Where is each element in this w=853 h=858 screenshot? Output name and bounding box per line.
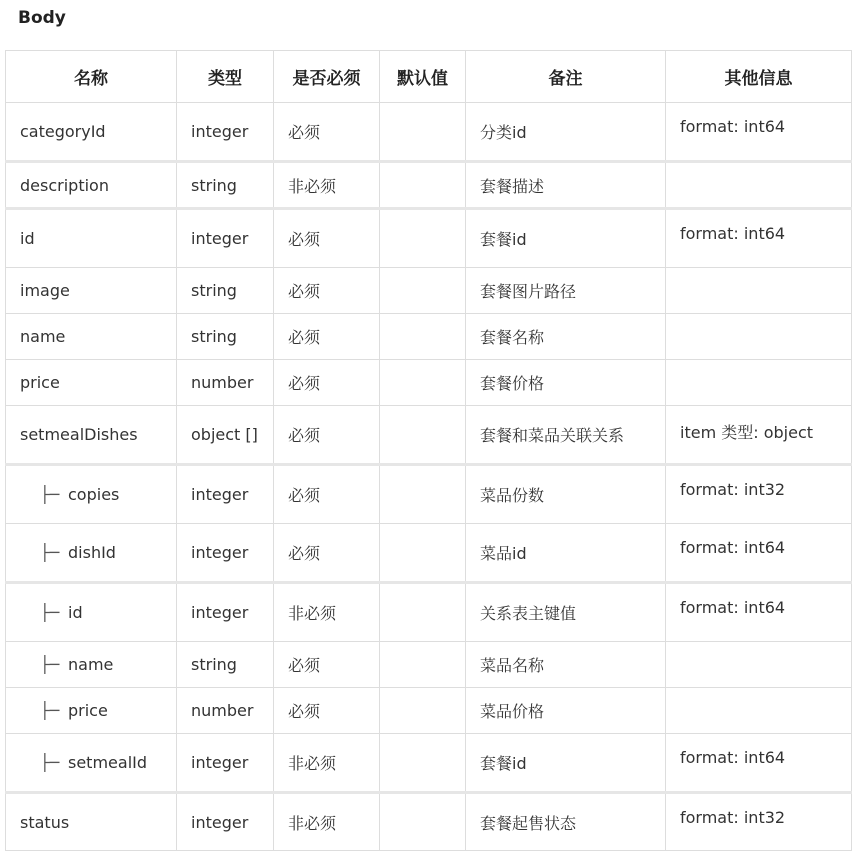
param-name: price [68,701,108,720]
cell-name [6,314,177,360]
cell-name [6,793,177,851]
cell-default [380,360,466,406]
cell-name [6,465,177,524]
cell-extra: format: int32 [666,465,852,524]
param-name: setmealId [68,753,148,772]
col-header-name: 名称 [6,51,177,103]
table-row [6,688,852,734]
cell-note: 关系表主键值 [466,583,666,642]
cell-extra: format: int64 [666,583,852,642]
cell-name [6,734,177,793]
cell-default [380,642,466,688]
table-row [6,103,852,162]
header-row [6,51,852,103]
cell-default [380,162,466,209]
param-name: price [20,373,60,392]
cell-extra [666,360,852,406]
cell-extra [666,642,852,688]
cell-type: integer [177,209,274,268]
param-name: copies [68,485,120,504]
param-name: id [68,603,83,622]
cell-note: 套餐名称 [466,314,666,360]
cell-extra: format: int64 [666,524,852,583]
cell-note: 套餐价格 [466,360,666,406]
cell-note: 套餐描述 [466,162,666,209]
param-name: setmealDishes [20,425,138,444]
cell-required: 必须 [274,268,380,314]
table-row [6,162,852,209]
tree-prefix: ├─ [40,701,60,720]
cell-required: 必须 [274,524,380,583]
cell-required: 非必须 [274,734,380,793]
cell-required: 非必须 [274,162,380,209]
cell-type: integer [177,734,274,793]
col-header-note: 备注 [466,51,666,103]
cell-type: string [177,314,274,360]
cell-name [6,642,177,688]
table-row [6,524,852,583]
cell-default [380,406,466,465]
cell-default [380,583,466,642]
cell-type: integer [177,465,274,524]
cell-name [6,268,177,314]
table-row [6,209,852,268]
col-header-type: 类型 [177,51,274,103]
tree-prefix: ├─ [40,485,60,504]
cell-required: 必须 [274,642,380,688]
cell-note: 套餐id [466,734,666,793]
cell-type: integer [177,103,274,162]
cell-name [6,360,177,406]
cell-default [380,314,466,360]
cell-type: object [] [177,406,274,465]
cell-required: 非必须 [274,583,380,642]
table-row [6,793,852,851]
col-header-default: 默认值 [380,51,466,103]
col-header-extra: 其他信息 [666,51,852,103]
section-title: Body [18,8,66,28]
cell-extra [666,268,852,314]
param-name: id [20,229,35,248]
table-row [6,314,852,360]
cell-note: 菜品名称 [466,642,666,688]
cell-required: 必须 [274,465,380,524]
tree-prefix: ├─ [40,543,60,562]
cell-required: 必须 [274,314,380,360]
params-table [5,50,852,851]
cell-type: string [177,268,274,314]
param-name: description [20,175,109,195]
cell-extra [666,314,852,360]
cell-extra: format: int32 [666,793,852,851]
col-header-required: 是否必须 [274,51,380,103]
cell-type: string [177,162,274,209]
cell-default [380,268,466,314]
table-row [6,734,852,793]
cell-type: number [177,360,274,406]
cell-default [380,524,466,583]
cell-default [380,103,466,162]
cell-required: 必须 [274,360,380,406]
table-row [6,268,852,314]
cell-name [6,103,177,162]
cell-type: number [177,688,274,734]
cell-default [380,209,466,268]
table-row [6,583,852,642]
cell-required: 必须 [274,688,380,734]
cell-name [6,583,177,642]
cell-extra: format: int64 [666,103,852,162]
cell-note: 菜品价格 [466,688,666,734]
tree-prefix: ├─ [40,753,60,772]
cell-required: 非必须 [274,793,380,851]
param-name: name [68,655,114,674]
cell-note: 分类id [466,103,666,162]
param-name: status [20,812,70,832]
cell-extra: format: int64 [666,734,852,793]
cell-default [380,734,466,793]
tree-prefix: ├─ [40,603,60,622]
cell-name [6,209,177,268]
cell-note: 套餐和菜品关联关系 [466,406,666,465]
cell-required: 必须 [274,103,380,162]
table-row [6,406,852,465]
cell-name [6,524,177,583]
cell-default [380,688,466,734]
table-row [6,642,852,688]
cell-default [380,793,466,851]
param-name: name [20,327,66,346]
cell-name [6,406,177,465]
param-name: dishId [68,543,116,562]
cell-type: string [177,642,274,688]
cell-note: 套餐id [466,209,666,268]
table-row [6,465,852,524]
table-row [6,360,852,406]
cell-required: 必须 [274,406,380,465]
cell-extra [666,688,852,734]
cell-type: integer [177,583,274,642]
tree-prefix: ├─ [40,655,60,674]
cell-type: integer [177,793,274,851]
cell-note: 菜品份数 [466,465,666,524]
cell-note: 套餐图片路径 [466,268,666,314]
cell-note: 套餐起售状态 [466,793,666,851]
cell-required: 必须 [274,209,380,268]
param-name: image [20,281,70,300]
cell-type: integer [177,524,274,583]
cell-note: 菜品id [466,524,666,583]
cell-default [380,465,466,524]
cell-extra [666,162,852,209]
cell-extra: format: int64 [666,209,852,268]
cell-extra: item 类型: object [666,406,852,465]
param-name: categoryId [20,122,106,141]
cell-name [6,162,177,209]
cell-name [6,688,177,734]
